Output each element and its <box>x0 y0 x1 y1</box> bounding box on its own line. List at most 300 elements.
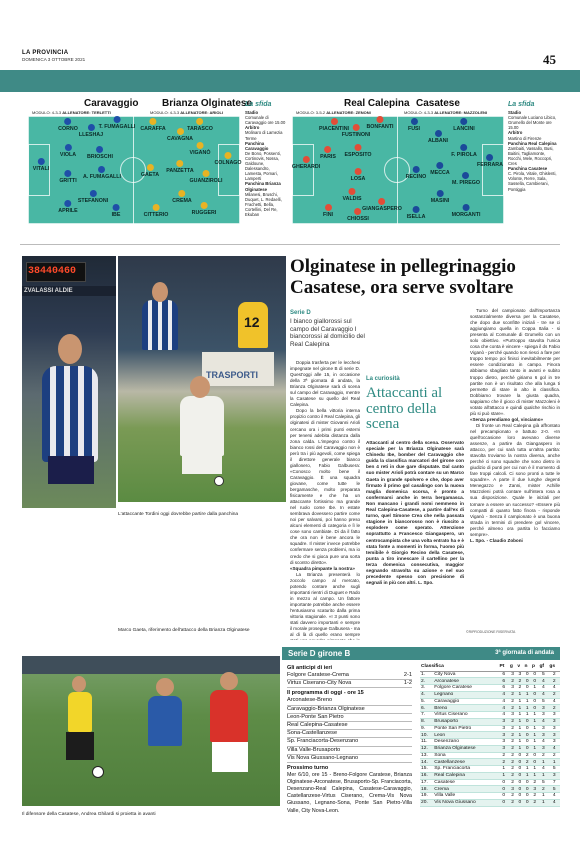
away-modulo: MODULO: 4-3-3 ALLENATORE: ARIOLI <box>150 110 224 115</box>
stat-cell: 2 <box>548 691 560 698</box>
stat-cell: 5 <box>548 786 560 793</box>
stat-cell: 1 <box>516 712 523 719</box>
player-away: RUGGERI <box>192 202 217 216</box>
stat-cell: 4 <box>538 718 548 725</box>
stat-cell: 0 <box>523 779 531 786</box>
stat-cell: 4 <box>548 745 560 752</box>
match1-info: La sfida Stadio Comunale di Caravaggio ore 15.00 Arbitro Molinaro di Lamezia Terme Panchina Caravaggio De Bono, Possenti, Cortinovis, Nossa, Galdoune, Dalessandro, Lamesta, Pomari, Lamperti Panchina Brianza Olginatese Milanesi, Bruschi, Duquet, L. Redaelli, Frachetti, Bella, Cortellini, Del Re, Ekuban <box>245 101 286 217</box>
box-title: Attaccanti al centro della scena <box>366 385 443 432</box>
stat-cell: 1 <box>538 799 548 806</box>
team-cell: Folgore Caratese <box>433 685 498 692</box>
fixture-row: Sona-Castellanzese <box>287 730 412 738</box>
match2-info: La sfida Stadio Comunale Luciano Libico, Grumello del Monte ore 15.00 Arbitro Martino di Firenze Panchina Real Calepina Zambaiti, Vassallo, Busi, Baitini, Tagliamonte, Rocchi, Mele, Roccopri, Cres Panchina Casatese C. Pirola, Vitale, Ghislenti, Volonte, Rerre, Sala, Sassella, Cambierani, Pontiggia <box>508 101 557 192</box>
match1-lineup <box>24 98 286 228</box>
box-label: La curiosità <box>366 376 400 382</box>
stat-cell: 6 <box>499 671 509 678</box>
table-row <box>420 718 560 725</box>
stat-cell: 1 <box>531 685 539 692</box>
player-away: VIGANÒ <box>190 142 211 156</box>
stat-cell: 2 <box>499 752 509 759</box>
player-home: BRIOSCHI <box>87 146 113 160</box>
player-away: CARAFFA <box>140 118 165 132</box>
stat-cell: 3 <box>548 718 560 725</box>
stat-cell: 2 <box>548 671 560 678</box>
team-cell: Casatese <box>433 779 498 786</box>
player-away: MASINI <box>431 190 450 204</box>
stat-cell: 1 <box>531 718 539 725</box>
stat-cell: 2 <box>509 691 517 698</box>
team-cell: Sona <box>433 752 498 759</box>
table-header: v <box>516 663 523 671</box>
photo3-caption: Il difensore della Casatese, Andrea Ghilardi si proietta in avanti <box>22 812 156 817</box>
stat-cell: 0 <box>523 671 531 678</box>
scoreboard: 38440460 <box>28 266 77 277</box>
stat-cell: 1 <box>531 766 539 773</box>
stat-cell: 3 <box>548 772 560 779</box>
ad-sign: TRASPORTI <box>206 370 259 380</box>
stat-cell: 5 <box>538 671 548 678</box>
team-cell: Legnano <box>433 691 498 698</box>
stat-cell: 2 <box>509 739 517 746</box>
stat-cell: 0 <box>523 745 531 752</box>
stat-cell: 1 <box>516 739 523 746</box>
stat-cell: 2 <box>509 725 517 732</box>
fixture-row: Villa Valle-Brusaporto <box>287 747 412 755</box>
player-away: RECINO <box>406 166 427 180</box>
rank-cell: 3. <box>420 685 433 692</box>
player-home: CHIOSSI <box>347 208 369 222</box>
stat-cell: 2 <box>509 793 517 800</box>
player-away: COLNAGO <box>214 152 241 166</box>
team-cell: Real Calepina <box>433 772 498 779</box>
stat-cell: 3 <box>499 739 509 746</box>
stat-cell: 1 <box>531 772 539 779</box>
table-row <box>420 766 560 773</box>
stat-cell: 0 <box>531 759 539 766</box>
team-cell: Virtus Ciserano <box>433 712 498 719</box>
player-home: LLESHAJ <box>79 124 103 138</box>
player-away: CAVAGNA <box>167 128 193 142</box>
player-away: GAETA <box>141 164 159 178</box>
player-away: ALBANI <box>428 130 448 144</box>
player-away: TARASCO <box>187 118 213 132</box>
player-away: M. PIREGO <box>452 172 480 186</box>
stat-cell: 1 <box>516 691 523 698</box>
stat-cell: 1 <box>531 739 539 746</box>
stat-cell: 4 <box>538 691 548 698</box>
player-home: VITALI <box>33 158 49 172</box>
match2-lineup <box>292 98 562 228</box>
team-cell: Brusaporto <box>433 718 498 725</box>
article-column-4: Turno del campionato dall'importanza sostanzialmente diversa per la Casatese, che dopo due sconfitte iniziali - tre se ci aggiungiamo quella in Coppa Italia - si presenta al Comunale di Grumello con un solo obiettivo. «Purtroppo stavolta l'unica cosa che conta è vincere - spiega il ds Fabio Viganò - perché quando non riesci a fare per troppo tempo poi finisci inevitabilmente per essere condizionato in campo. Finora abbiamo sbagliato tanto in avanti e subito troppo dietro, perché giriamo 6 gol in tre partite non è un risultato che alla lunga ti permette di stare in alto in classifica. Dobbiamo trovare la giusta quadra, sappiamo che il gioco di mister Mazzoleni è votato all'attacco e quindi qualche rischio in più si può stare». «Senza prendiamo gol, vinciamo» Di fronte un Real Calepina già affrontato nel precampionato e battuto 2-0. «In quell'occasione loro avevano diverse assenze, a partire da Giangaspero in attacco, per cui sarà tutta un'altra partita: stavolta troviamo la nostra diversa, anche perché ci sono squadre che sono dietro in giudizio di punti per cui non è il momento di fare troppi calcoli. Ci sono pronti a tutte le squadre». A parte il due lunghe degenti Menegazzo e Zanni, mister Achille Mazzoleni potrà contare sull'intera rosa a sua disposizione. Quale le iniziali per tornare a essere un successo? «Essere più compatti di quanto fatto finora - risponde Viganò - Senza il campionato è una buona strada in termini di prendere gol vincere, perché almeno ora partita lo facciamo sempre». L. Spo. - Claudio Zoboni <box>470 308 560 543</box>
stat-cell: 0 <box>516 799 523 806</box>
table-header: gf <box>538 663 548 671</box>
stat-cell: 4 <box>548 799 560 806</box>
stat-cell: 2 <box>548 678 560 685</box>
team-cell: Leon <box>433 732 498 739</box>
player-home: CORNO <box>58 118 78 132</box>
stat-cell: 2 <box>509 752 517 759</box>
table-row <box>420 752 560 759</box>
stat-cell: 3 <box>516 671 523 678</box>
team-cell: Villa Valle <box>433 793 498 800</box>
stat-cell: 2 <box>509 732 517 739</box>
stadium-banner: ZVALASSI ALDIE <box>24 288 73 294</box>
player-away: CITTERIO <box>144 204 169 218</box>
article-headline: Olginatese in pellegrinaggio Casatese, ora serve svoltare <box>290 256 516 298</box>
table-header: Pt <box>499 663 509 671</box>
stat-cell: 0 <box>523 786 531 793</box>
rank-cell: 6. <box>420 705 433 712</box>
rank-cell: 7. <box>420 712 433 719</box>
stat-cell: 5 <box>548 766 560 773</box>
stat-cell: 2 <box>499 759 509 766</box>
stat-cell: 1 <box>523 698 531 705</box>
stat-cell: 2 <box>531 779 539 786</box>
rank-cell: 19. <box>420 793 433 800</box>
stat-cell: 0 <box>531 691 539 698</box>
team-cell: Desenzano <box>433 739 498 746</box>
home-modulo: MODULO: 3-5-2 ALLENATORE: ZENONI <box>296 110 371 115</box>
stat-cell: 3 <box>538 712 548 719</box>
fixture-row: Arconatese-Breno <box>287 697 412 705</box>
stat-cell: 2 <box>509 759 517 766</box>
stat-cell: 1 <box>516 718 523 725</box>
stat-cell: 3 <box>548 712 560 719</box>
shirt-number: 12 <box>244 314 260 330</box>
stat-cell: 3 <box>509 786 517 793</box>
fixture-row: Vis Nova Giussano-Legnano <box>287 755 412 763</box>
player-home: LOSA <box>351 168 366 182</box>
stat-cell: 2 <box>509 678 517 685</box>
rank-cell: 18. <box>420 786 433 793</box>
stat-cell: 2 <box>509 745 517 752</box>
photo-ghilardi <box>22 656 280 806</box>
stat-cell: 3 <box>509 685 517 692</box>
stat-cell: 4 <box>499 698 509 705</box>
stat-cell: 0 <box>499 786 509 793</box>
stat-cell: 0 <box>516 779 523 786</box>
table-row <box>420 732 560 739</box>
section-band <box>0 70 580 92</box>
table-header: n <box>523 663 531 671</box>
player-away: MECCA <box>430 162 449 176</box>
rank-cell: 16. <box>420 772 433 779</box>
result-row: Virtus Ciserano-City Nova 1-2 <box>287 680 412 688</box>
stat-cell: 2 <box>523 759 531 766</box>
stat-cell: 2 <box>509 799 517 806</box>
player-home: A. FUMAGALLI <box>83 166 121 180</box>
stat-cell: 0 <box>516 793 523 800</box>
stat-cell: 4 <box>499 691 509 698</box>
stat-cell: 1 <box>523 772 531 779</box>
away-team-name: Casatese <box>416 98 460 109</box>
stat-cell: 5 <box>538 779 548 786</box>
team-cell: Arconatese <box>433 678 498 685</box>
home-modulo: MODULO: 4-3-3 ALLENATORE: TERLETTI <box>32 110 111 115</box>
stat-cell: 5 <box>538 698 548 705</box>
divider <box>20 244 560 245</box>
box-text: Attaccanti al centro della scena. Osservato speciale per la Brianza Olginatese sarà Chinedu Ibe, bomber del Caravaggio che guida la classifica marcatori del girone con ben 4 reti in due gare disputate. Dal canto suo mister Arioli potrà contare su un Marco Gaeta in grande spolvero e che, dopo aver firmato il primo gol casalingo con la nuova maglia domenica scorsa, è pronto a confermarsi anche in terra bergamasca. Non mancano i grandi nomi nemmeno in Real Calepina-Casatese, a partire dall'ex di turno, quel Simone Crea che nella passata stagione in biancorosso non è riuscito a esplodere come sperato. Attenzione soprattutto a Francesco Giangaspero, un centrocampista che una volta entrato ha e è stata fonte a momenti in forma, l'uomo più temibile è Giorgio Recino della Casatese, punta a tiro innescare il cartellino per la terza domenica consecutiva, maggior segnando stravolta su azione e nel suo precedente spesso con precisione di segnali in più con altri. L. Spo. <box>366 440 464 586</box>
table-row <box>420 786 560 793</box>
table-row <box>420 691 560 698</box>
stat-cell: 3 <box>499 745 509 752</box>
newspaper-name: LA PROVINCIA <box>22 50 69 56</box>
stat-cell: 1 <box>499 766 509 773</box>
stat-cell: 1 <box>523 691 531 698</box>
stat-cell: 0 <box>516 759 523 766</box>
stat-cell: 1 <box>516 698 523 705</box>
fixture-row: Leon-Ponte San Pietro <box>287 714 412 722</box>
photo-gaeta <box>118 256 286 502</box>
photo2-caption: Marco Gaeta, riferimento dell'attacco della Brianza Olginatese <box>118 628 250 633</box>
player-home: APRILE <box>58 200 77 214</box>
stat-cell: 1 <box>538 772 548 779</box>
stat-cell: 2 <box>509 766 517 773</box>
stat-cell: 3 <box>499 718 509 725</box>
stat-cell: 2 <box>509 698 517 705</box>
stat-cell: 0 <box>499 793 509 800</box>
stat-cell: 3 <box>538 732 548 739</box>
player-away: CREMA <box>172 190 191 204</box>
player-home: BONFANTI <box>366 116 393 130</box>
serie-d-bar: Serie D girone B 3ª giornata di andata <box>282 647 560 660</box>
stat-cell: 1 <box>516 725 523 732</box>
stat-cell: 3 <box>531 786 539 793</box>
rank-cell: 14. <box>420 759 433 766</box>
stat-cell: 4 <box>538 739 548 746</box>
stat-cell: 2 <box>509 779 517 786</box>
stat-cell: 1 <box>531 732 539 739</box>
home-team-name: Caravaggio <box>84 98 139 109</box>
table-header: gs <box>548 663 560 671</box>
player-home: STEFANONI <box>78 190 108 204</box>
team-cell: Ponte San Pietro <box>433 725 498 732</box>
stat-cell: 0 <box>516 786 523 793</box>
team-cell: Sp. Franciacorta <box>433 766 498 773</box>
photo1-caption: L'attaccante Tordini oggi dovrebbe partire dalla panchina <box>118 512 239 517</box>
stat-cell: 1 <box>516 732 523 739</box>
article-column-1: Doppia trasferta per le lecchesi impegnate nel girone B di serie D. Quest'oggi alle 15, in occasione della 3ª giornata di andata, la Brianza Olginatese sarà di scena sul campo del Caravaggio, mentre la Casatese su quello del Real Calepina. Dopo la bella vittoria interna propizio contro il Real Calepina, gli olginatesi di mister Giovanni Arioli cercano ora i primi punti esterni per tenersi adebita distanza dalla zona calda. L'impegno contro il bianco rossi del Caravaggio non è però tra i più agevoli, come spiega il direttore generale bianco giallonero, Fabio Galbusera: «Conosco molto bene il Caravaggio. È una squadra giovane, come tutte le bergamasche, molto preparata fisicamente e che ha un attaccante fortissimo ma grande nel ruolo come Ibe. In estate sembrava dovessero partire come noi per salvarsi, poi hanno preso alcuni elementi di categoria e lì le cose sono cambiate. Di da il fatto che ora non è bene ancora le squadre. Il mister invece potrebbe confermare senza problemi, ma io credo che si gioca pure una sorta di scontro diretto». «Squadra pimpante la nostra» La Brianza presenterà lo zoccolo campo al mercato, potendo contare anche sugli importanti rientri di Duguet e Rado in mezzo al campo. Un fattore importante potrebbe anche essere l'entusiasmo scaturito dalla prima vittoria stagionale. «I 3 punti sono stati davvero importanti e sempre il morale prosegue Galbusera - ma al di là di quello erano sempre <box>290 360 360 638</box>
stat-cell: 0 <box>531 678 539 685</box>
stat-cell: 7 <box>548 779 560 786</box>
next-round: Mer 6/10, ore 15 - Breno-Folgore Caratese, Brianza Olginatese-Arconatese, Brusaporto-Sp. Franciacorta, Desenzano-Real Calepina, Casatese-Caravaggio, Castellanzese-Virtus Ciserano, Crema-Vis Nova Giussano, Legnano-Sona, Ponte San Pietro-Villa Valle, City Nova-Leon. <box>287 772 412 814</box>
rank-cell: 2. <box>420 678 433 685</box>
rank-cell: 9. <box>420 725 433 732</box>
stat-cell: 0 <box>531 705 539 712</box>
stat-cell: 4 <box>548 793 560 800</box>
stat-cell: 6 <box>499 678 509 685</box>
stat-cell: 1 <box>516 745 523 752</box>
stat-cell: 3 <box>538 745 548 752</box>
stat-cell: 2 <box>531 799 539 806</box>
stat-cell: 1 <box>538 759 548 766</box>
page-number: 45 <box>543 52 556 67</box>
table-row <box>420 772 560 779</box>
stat-cell: 3 <box>538 725 548 732</box>
player-home: PIACENTINI <box>319 118 349 132</box>
home-team-name: Real Calepina <box>344 98 410 109</box>
stat-cell: 0 <box>523 793 531 800</box>
fixture-row: Caravaggio-Brianza Olginatese <box>287 706 412 714</box>
stat-cell: 4 <box>538 685 548 692</box>
stat-cell: 3 <box>499 725 509 732</box>
table-row <box>420 799 560 806</box>
stat-cell: 4 <box>538 766 548 773</box>
stat-cell: 0 <box>523 678 531 685</box>
table-row <box>420 678 560 685</box>
player-away: ISELLA <box>407 206 426 220</box>
fixture-row: Sp. Franciacorta-Desenzano <box>287 738 412 746</box>
stat-cell: 4 <box>548 698 560 705</box>
player-away: GUANZIROLI <box>190 170 223 184</box>
stat-cell: 1 <box>531 745 539 752</box>
article-subtitle: I bianco giallorossi sul campo del Caravaggio I biancorossi al domicilio del Real Calepina <box>290 318 365 348</box>
stat-cell: 4 <box>548 685 560 692</box>
fixture-row: Real Calepina-Casatese <box>287 722 412 730</box>
stat-cell: 3 <box>548 739 560 746</box>
player-home: FUSTINONI <box>342 124 371 138</box>
stat-cell: 4 <box>499 712 509 719</box>
stat-cell: 3 <box>509 712 517 719</box>
table-row <box>420 712 560 719</box>
stat-cell: 1 <box>548 759 560 766</box>
team-cell: Castellanzese <box>433 759 498 766</box>
stat-cell: 2 <box>538 786 548 793</box>
stat-cell: 2 <box>523 752 531 759</box>
table-row <box>420 739 560 746</box>
stat-cell: 3 <box>509 671 517 678</box>
player-home: GIANGASPERO <box>362 198 402 212</box>
player-home: ESPOSITO <box>345 144 372 158</box>
stat-cell: 0 <box>499 799 509 806</box>
player-away: FERRARA <box>477 154 503 168</box>
away-team-name: Brianza Olginatese <box>162 98 253 109</box>
player-home: T. FUMAGALLI <box>99 116 136 130</box>
player-away: MORGANTI <box>452 204 481 218</box>
player-home: FINI <box>323 204 333 218</box>
rank-cell: 4. <box>420 691 433 698</box>
table-row <box>420 759 560 766</box>
stat-cell: 1 <box>531 712 539 719</box>
stat-cell: 0 <box>516 752 523 759</box>
standings-table <box>420 663 560 807</box>
player-home: GRITTI <box>59 170 76 184</box>
result-row: Folgore Caratese-Crema 2-1 <box>287 672 412 680</box>
team-cell: Crema <box>433 786 498 793</box>
rank-cell: 8. <box>420 718 433 725</box>
stat-cell: 0 <box>523 718 531 725</box>
team-cell: Vis Nova Giussano <box>433 799 498 806</box>
table-row <box>420 705 560 712</box>
stat-cell: 3 <box>548 725 560 732</box>
player-home: VIOLA <box>60 144 76 158</box>
player-home: VALDIS <box>342 188 361 202</box>
stat-cell: 0 <box>516 766 523 773</box>
rank-cell: 11. <box>420 739 433 746</box>
stat-cell: 1 <box>523 705 531 712</box>
table-row <box>420 745 560 752</box>
table-row <box>420 725 560 732</box>
stat-cell: 1 <box>523 766 531 773</box>
stat-cell: 6 <box>499 685 509 692</box>
stat-cell: 0 <box>499 779 509 786</box>
team-cell: Caravaggio <box>433 698 498 705</box>
rank-cell: 17. <box>420 779 433 786</box>
team-cell: City Nova <box>433 671 498 678</box>
pitch <box>292 116 504 224</box>
stat-cell: 2 <box>509 772 517 779</box>
stat-cell: 0 <box>523 739 531 746</box>
table-header: g <box>509 663 517 671</box>
player-home: GHERARDI <box>292 156 320 170</box>
player-away: LANCINI <box>453 118 474 132</box>
team-cell: Breno <box>433 705 498 712</box>
player-away: F. PIROLA <box>451 144 477 158</box>
copyright: ©RIPRODUZIONE RISERVATA <box>466 630 516 634</box>
stat-cell: 2 <box>516 685 523 692</box>
stat-cell: 1 <box>499 772 509 779</box>
stat-cell: 2 <box>509 718 517 725</box>
stat-cell: 1 <box>523 712 531 719</box>
stat-cell: 3 <box>499 732 509 739</box>
player-home: IBE <box>112 204 121 218</box>
stat-cell: 0 <box>523 685 531 692</box>
stat-cell: 4 <box>499 705 509 712</box>
photo-tordini <box>22 256 116 508</box>
rank-cell: 5. <box>420 698 433 705</box>
stat-cell: 3 <box>548 732 560 739</box>
table-row <box>420 685 560 692</box>
table-header: p <box>531 663 539 671</box>
away-modulo: MODULO: 4-3-3 ALLENATORE: MAZZOLENI <box>404 110 487 115</box>
rank-cell: 10. <box>420 732 433 739</box>
team-cell: Brianza Olginatese <box>433 745 498 752</box>
stat-cell: 1 <box>531 725 539 732</box>
stat-cell: 4 <box>538 678 548 685</box>
stat-cell: 0 <box>523 725 531 732</box>
rank-cell: 20. <box>420 799 433 806</box>
table-header: Classifica <box>420 663 499 671</box>
stat-cell: 2 <box>531 793 539 800</box>
stat-cell: 0 <box>516 772 523 779</box>
stat-cell: 2 <box>538 752 548 759</box>
stat-cell: 2 <box>516 678 523 685</box>
stat-cell: 0 <box>531 698 539 705</box>
table-row <box>420 671 560 678</box>
section-label: Serie D <box>290 310 311 316</box>
rank-cell: 13. <box>420 752 433 759</box>
stat-cell: 1 <box>516 705 523 712</box>
issue-date: DOMENICA 3 OTTOBRE 2021 <box>22 57 86 62</box>
player-away: PANZETTA <box>166 160 193 174</box>
stat-cell: 2 <box>548 705 560 712</box>
player-away: FUSI <box>408 118 420 132</box>
rank-cell: 15. <box>420 766 433 773</box>
table-row <box>420 779 560 786</box>
table-row <box>420 698 560 705</box>
rank-cell: 1. <box>420 671 433 678</box>
rank-cell: 12. <box>420 745 433 752</box>
results-box: Gli anticipi di ieri Folgore Caratese-Crema 2-1 Virtus Ciserano-City Nova 1-2 Il programma di oggi - ore 15 Arconatese-Breno Caravaggio-Brianza Olginatese Leon-Ponte San Pietro Real Calepina-Casatese Sona-Castellanzese Sp. Franciacorta-Desenzano Villa Valle-Brusaporto Vis Nova Giussano-Legnano Prossimo turno Mer 6/10, ore 15 - Breno-Folgore Caratese, Brianza Olginatese-Arconatese, Brusaporto-Sp. Franciacorta, Desenzano-Real Calepina, Casatese-Caravaggio, Castellanzese-Virtus Ciserano, Crema-Vis Nova Giussano, Legnano-Sona, Ponte San Pietro-Villa Valle, City Nova-Leon. <box>287 665 412 814</box>
stat-cell: 2 <box>548 752 560 759</box>
stat-cell: 0 <box>523 732 531 739</box>
stat-cell: 0 <box>523 799 531 806</box>
pitch <box>28 116 240 224</box>
stat-cell: 0 <box>531 752 539 759</box>
player-home: PARIS <box>320 146 336 160</box>
stat-cell: 3 <box>538 705 548 712</box>
